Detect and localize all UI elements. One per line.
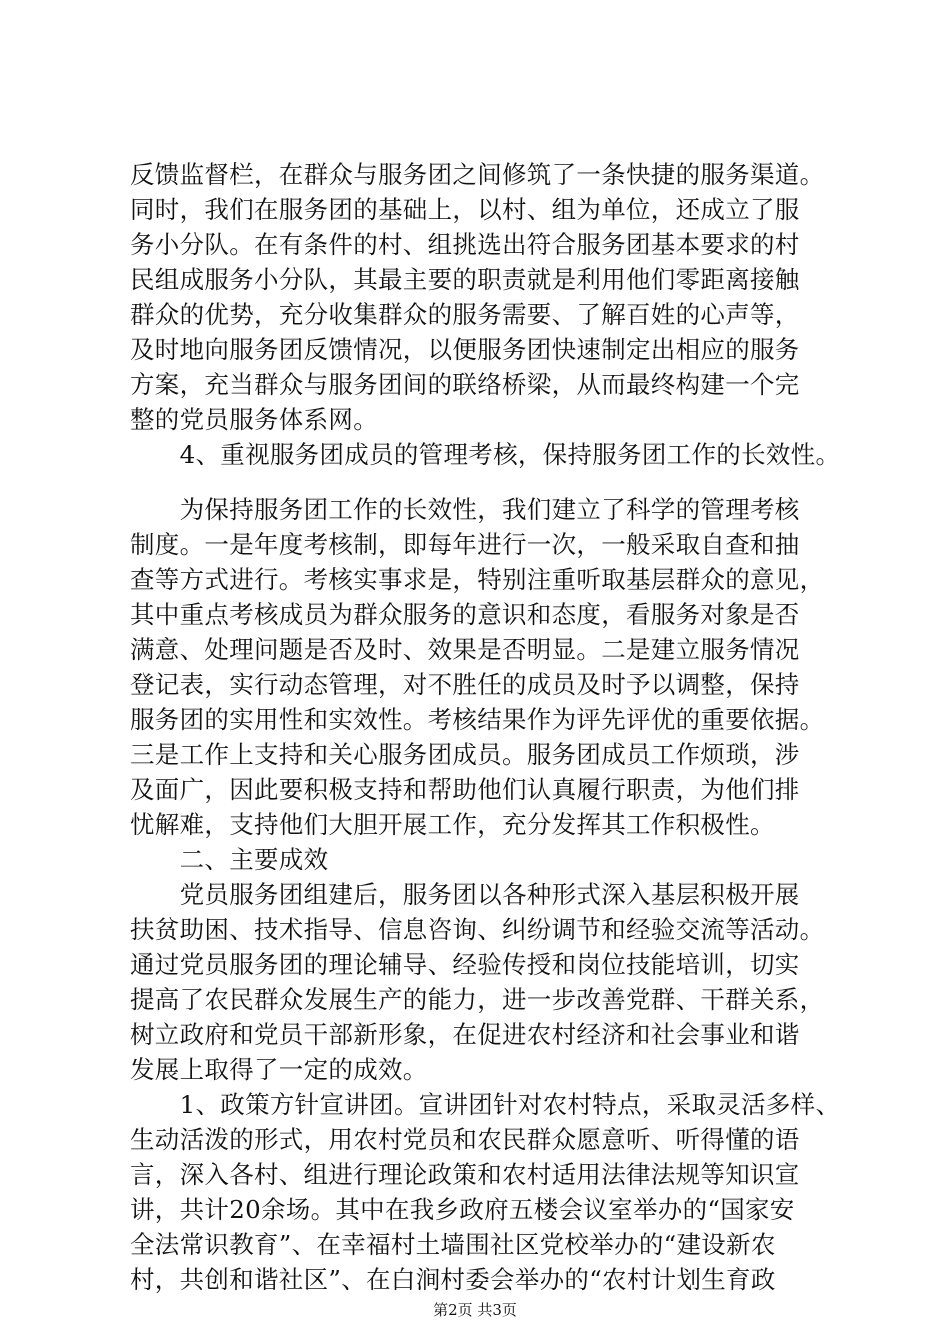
text-line: 4、重视服务团成员的管理考核，保持服务团工作的长效性。: [130, 440, 841, 469]
text-line: 务小分队。在有条件的村、组挑选出符合服务团基本要求的村: [130, 230, 800, 259]
text-line: 反馈监督栏，在群众与服务团之间修筑了一条快捷的服务渠道。: [130, 160, 825, 189]
text-line: 民组成服务小分队，其最主要的职责就是利用他们零距离接触: [130, 265, 800, 294]
text-line: 扶贫助困、技术指导、信息咨询、纠纷调节和经验交流等活动。: [130, 915, 825, 944]
text-line: 三是工作上支持和关心服务团成员。服务团成员工作烦琐，涉: [130, 740, 800, 769]
text-line: 及时地向服务团反馈情况，以便服务团快速制定出相应的服务: [130, 335, 800, 364]
text-line: 群众的优势，充分收集群众的服务需要、了解百姓的心声等，: [130, 300, 800, 329]
text-line: 满意、处理问题是否及时、效果是否明显。二是建立服务情况: [130, 635, 800, 664]
text-line: 登记表，实行动态管理，对不胜任的成员及时予以调整，保持: [130, 670, 800, 699]
text-line: 服务团的实用性和实效性。考核结果作为评先评优的重要依据。: [130, 705, 825, 734]
page-footer: 第2页 共3页: [433, 1301, 517, 1319]
text-line: 讲，共计20余场。其中在我乡政府五楼会议室举办的“国家安: [130, 1195, 795, 1224]
text-line: 二、主要成效: [130, 845, 329, 874]
text-line: 村，共创和谐社区”、在白涧村委会举办的“农村计划生育政: [130, 1265, 776, 1294]
text-line: 全法常识教育”、在幸福村土墙围社区党校举办的“建设新农: [130, 1230, 776, 1259]
text-line: 发展上取得了一定的成效。: [130, 1055, 428, 1084]
text-line: 1、政策方针宣讲团。宣讲团针对农村特点，采取灵活多样、: [130, 1090, 841, 1119]
text-line: 提高了农民群众发展生产的能力，进一步改善党群、干群关系，: [130, 985, 825, 1014]
text-line: 查等方式进行。考核实事求是，特别注重听取基层群众的意见，: [130, 565, 825, 594]
text-line: 生动活泼的形式，用农村党员和农民群众愿意听、听得懂的语: [130, 1125, 800, 1154]
text-line: 党员服务团组建后，服务团以各种形式深入基层积极开展: [130, 880, 800, 909]
text-line: 通过党员服务团的理论辅导、经验传授和岗位技能培训，切实: [130, 950, 800, 979]
text-line: 整的党员服务体系网。: [130, 405, 378, 434]
text-line: 同时，我们在服务团的基础上，以村、组为单位，还成立了服: [130, 195, 800, 224]
text-line: 忧解难，支持他们大胆开展工作，充分发挥其工作积极性。: [130, 810, 775, 839]
text-line: 言，深入各村、组进行理论政策和农村适用法律法规等知识宣: [130, 1160, 800, 1189]
text-line: 及面广，因此要积极支持和帮助他们认真履行职责，为他们排: [130, 775, 800, 804]
text-line: 方案，充当群众与服务团间的联络桥梁，从而最终构建一个完: [130, 370, 800, 399]
text-line: 制度。一是年度考核制，即每年进行一次，一般采取自查和抽: [130, 530, 800, 559]
text-line: 树立政府和党员干部新形象，在促进农村经济和社会事业和谐: [130, 1020, 800, 1049]
text-line: 其中重点考核成员为群众服务的意识和态度，看服务对象是否: [130, 600, 800, 629]
text-line: 为保持服务团工作的长效性，我们建立了科学的管理考核: [130, 495, 800, 524]
